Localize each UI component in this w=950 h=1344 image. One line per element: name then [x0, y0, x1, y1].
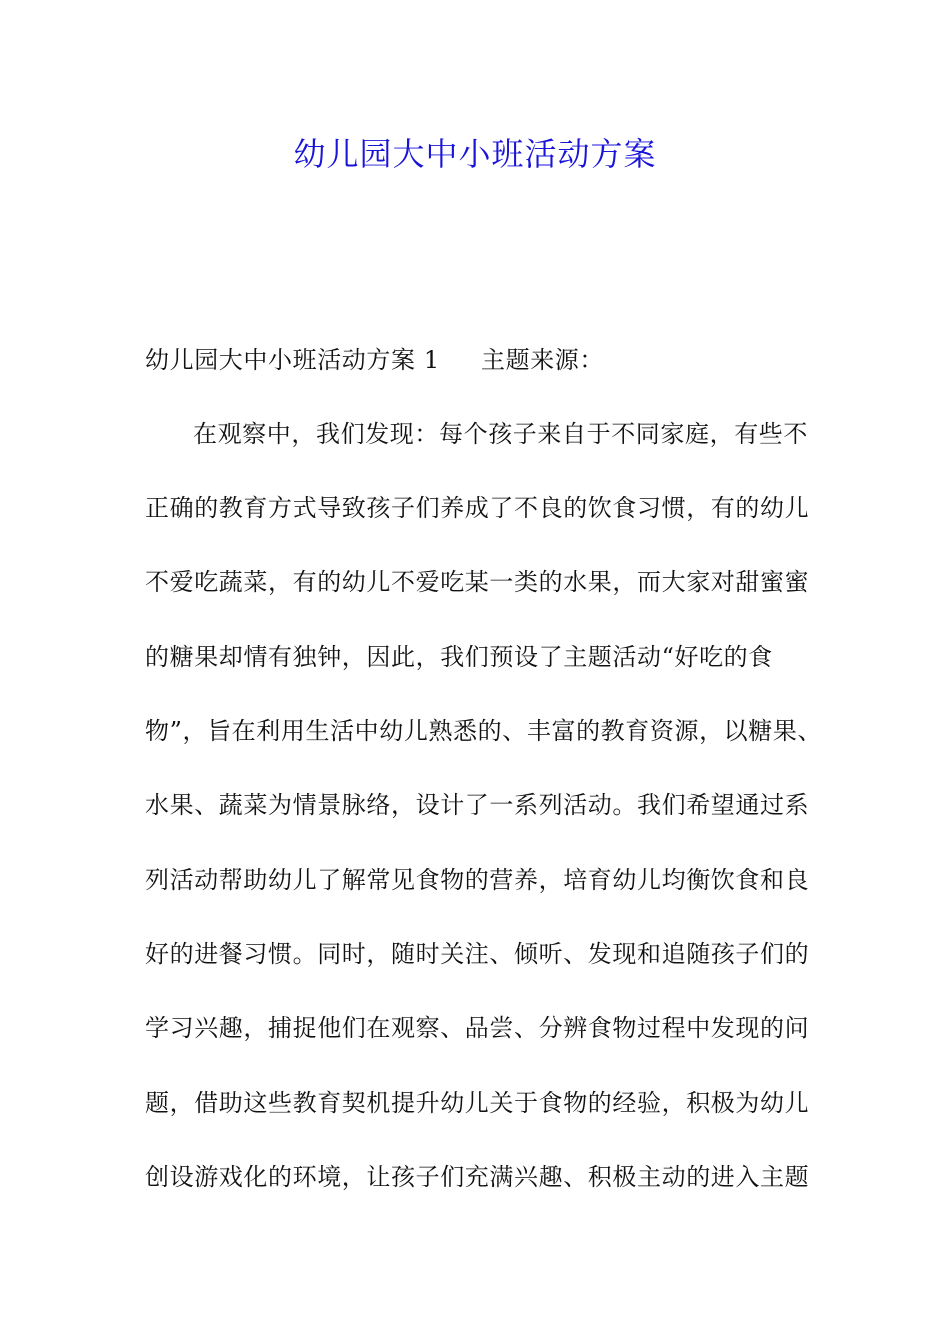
paragraph-line: 题，借助这些教育契机提升幼儿关于食物的经验，积极为幼儿 — [145, 1089, 810, 1117]
paragraph-line: 不爱吃蔬菜，有的幼儿不爱吃某一类的水果，而大家对甜蜜蜜 — [145, 568, 810, 596]
paragraph-line: 创设游戏化的环境，让孩子们充满兴趣、积极主动的进入主题 — [145, 1163, 810, 1191]
document-title: 幼儿园大中小班活动方案 — [293, 135, 657, 173]
section-heading: 幼儿园大中小班活动方案 1 — [145, 346, 440, 374]
paragraph-line: 好的进餐习惯。同时，随时关注、倾听、发现和追随孩子们的 — [145, 940, 810, 968]
paragraph-line: 学习兴趣，捕捉他们在观察、品尝、分辨食物过程中发现的问 — [145, 1014, 810, 1042]
section-topic: 主题来源： — [481, 346, 604, 374]
paragraph-line: 列活动帮助幼儿了解常见食物的营养，培育幼儿均衡饮食和良 — [145, 866, 810, 894]
paragraph-line: 在观察中，我们发现：每个孩子来自于不同家庭，有些不 — [193, 420, 808, 448]
section-heading-line — [145, 340, 604, 380]
paragraph-line: 水果、蔬菜为情景脉络，设计了一系列活动。我们希望通过系 — [145, 791, 810, 819]
paragraph-line: 正确的教育方式导致孩子们养成了不良的饮食习惯，有的幼儿 — [145, 494, 810, 522]
paragraph-line: 的糖果却情有独钟，因此，我们预设了主题活动“好吃的食 — [145, 643, 773, 671]
paragraph-line: 物”，旨在利用生活中幼儿熟悉的、丰富的教育资源，以糖果、 — [145, 717, 823, 745]
